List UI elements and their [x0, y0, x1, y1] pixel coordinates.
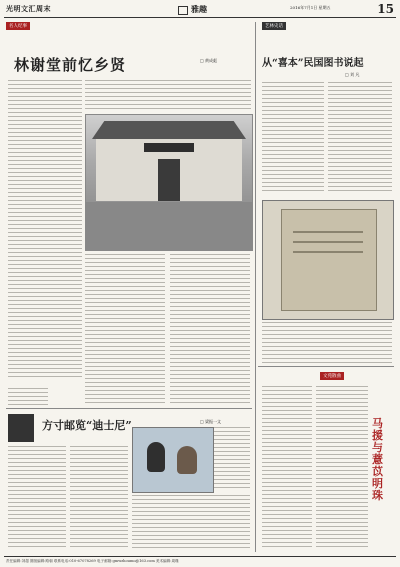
right-body-col2	[328, 82, 392, 194]
rb-body-col1	[262, 386, 312, 550]
left-column-tag: 名人纪事	[6, 22, 30, 30]
middle-headline: 方寸邮览“迪士尼”	[42, 419, 132, 432]
left-body-col1	[8, 80, 82, 380]
left-body-col2	[85, 254, 165, 404]
right-bottom-headline: 马援与薏苡明珠	[372, 417, 383, 502]
door-shape	[158, 159, 180, 201]
column-divider	[255, 22, 256, 552]
book-line	[293, 241, 363, 243]
dateline: 2016年7月1日 星期五	[290, 5, 331, 10]
footer-rule	[4, 556, 396, 557]
middle-byline: □ 梁振一文	[200, 419, 222, 424]
masthead: 光明文汇周末	[6, 4, 51, 13]
plaque-shape	[144, 143, 194, 152]
right-byline: □ 刘 凡	[345, 72, 360, 77]
left-byline: □ 黄成彪	[200, 58, 218, 63]
page-number: 15	[377, 2, 394, 16]
cartoon-figure-b	[177, 446, 197, 474]
cartoon-figure-a	[147, 442, 165, 472]
header-rule	[4, 17, 396, 18]
section-divider	[6, 408, 252, 409]
right-headline: 从“喜本”民国图书说起	[262, 58, 364, 69]
right-column-tag: 艺林史话	[262, 22, 286, 30]
book-line	[293, 251, 363, 253]
book-line	[293, 231, 363, 233]
ground-shape	[86, 202, 252, 250]
middle-body-col2	[70, 446, 128, 550]
middle-body-side	[214, 427, 250, 491]
right-divider	[258, 366, 394, 367]
middle-body-col1	[8, 446, 66, 550]
section-title	[178, 4, 207, 15]
old-hall-photo	[85, 114, 253, 251]
middle-body-col3	[132, 495, 250, 550]
left-body-col1b	[8, 388, 48, 408]
roof-shape	[92, 121, 246, 139]
left-body-top	[85, 80, 251, 110]
right-body-col1	[262, 82, 324, 194]
section-box-icon	[178, 6, 188, 15]
footer-text: 责任编辑:刘超 图版编辑:路朝 联系电话:010-67078269 电子邮箱:gmwzhoumo@163.com 美术编辑:周瑾	[6, 559, 179, 563]
rb-body-col2	[316, 386, 368, 550]
section-title-text: 雅趣	[191, 4, 207, 14]
right-bottom-tag: 文苑散曲	[320, 372, 344, 380]
stamp-icon	[8, 414, 34, 442]
left-body-col3	[170, 254, 250, 404]
book-shape	[281, 209, 377, 311]
left-headline: 林谢堂前忆乡贤	[14, 56, 127, 74]
disney-stamp-image	[132, 427, 214, 493]
right-body-lower	[262, 322, 392, 364]
book-cover-photo	[262, 200, 394, 320]
